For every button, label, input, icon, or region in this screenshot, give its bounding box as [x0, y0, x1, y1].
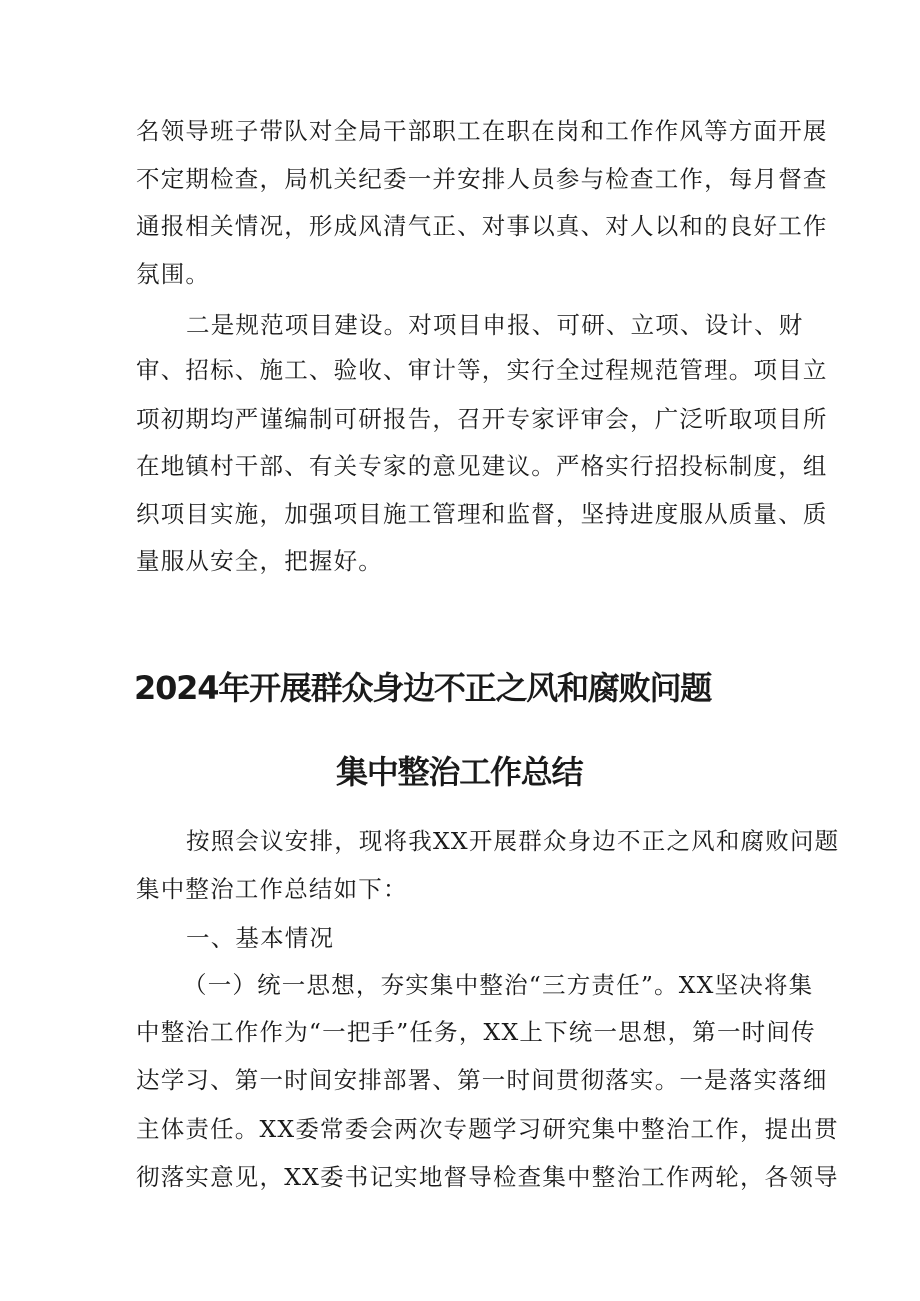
paragraph-line: 在地镇村干部、有关专家的意见建议。严格实行招投标制度，组 — [136, 452, 828, 480]
paragraph-line: 按照会议安排，现将我XX开展群众身边不正之风和腐败问题 — [186, 827, 840, 855]
paragraph-line: 中整治工作作为“一把手”任务，XX上下统一思想，第一时间传 — [136, 1018, 816, 1046]
paragraph-line: 二是规范项目建设。对项目申报、可研、立项、设计、财 — [186, 311, 804, 339]
paragraph-line: 达学习、第一时间安排部署、第一时间贯彻落实。一是落实落细 — [136, 1066, 828, 1094]
paragraph-line: 织项目实施，加强项目施工管理和监督，坚持进度服从质量、质 — [136, 500, 828, 528]
paragraph-line: 氛围。 — [136, 260, 211, 288]
paragraph-line: 不定期检查，局机关纪委一并安排人员参与检查工作，每月督查 — [136, 165, 828, 193]
paragraph-line: 量服从安全，把握好。 — [136, 547, 383, 575]
paragraph-line: 集中整治工作总结如下： — [136, 875, 408, 903]
paragraph-line: 通报相关情况，形成风清气正、对事以真、对人以和的良好工作 — [136, 212, 828, 240]
paragraph-line: 项初期均严谨编制可研报告，召开专家评审会，广泛听取项目所 — [136, 405, 828, 433]
page-title: 2024年开展群众身边不正之风和腐败问题 — [134, 669, 712, 707]
paragraph-line: 主体责任。XX委常委会两次专题学习研究集中整治工作，提出贯 — [136, 1115, 839, 1143]
paragraph-line: 名领导班子带队对全局干部职工在职在岗和工作作风等方面开展 — [136, 117, 828, 145]
paragraph-line: 彻落实意见，XX委书记实地督导检查集中整治工作两轮，各领导 — [136, 1163, 839, 1191]
section-heading: 一、基本情况 — [186, 924, 335, 952]
paragraph-line: 审、招标、施工、验收、审计等，实行全过程规范管理。项目立 — [136, 356, 828, 384]
page-title-continued: 集中整治工作总结 — [336, 753, 583, 791]
paragraph-line: （一）统一思想，夯实集中整治“三方责任”。XX坚决将集 — [183, 971, 814, 999]
